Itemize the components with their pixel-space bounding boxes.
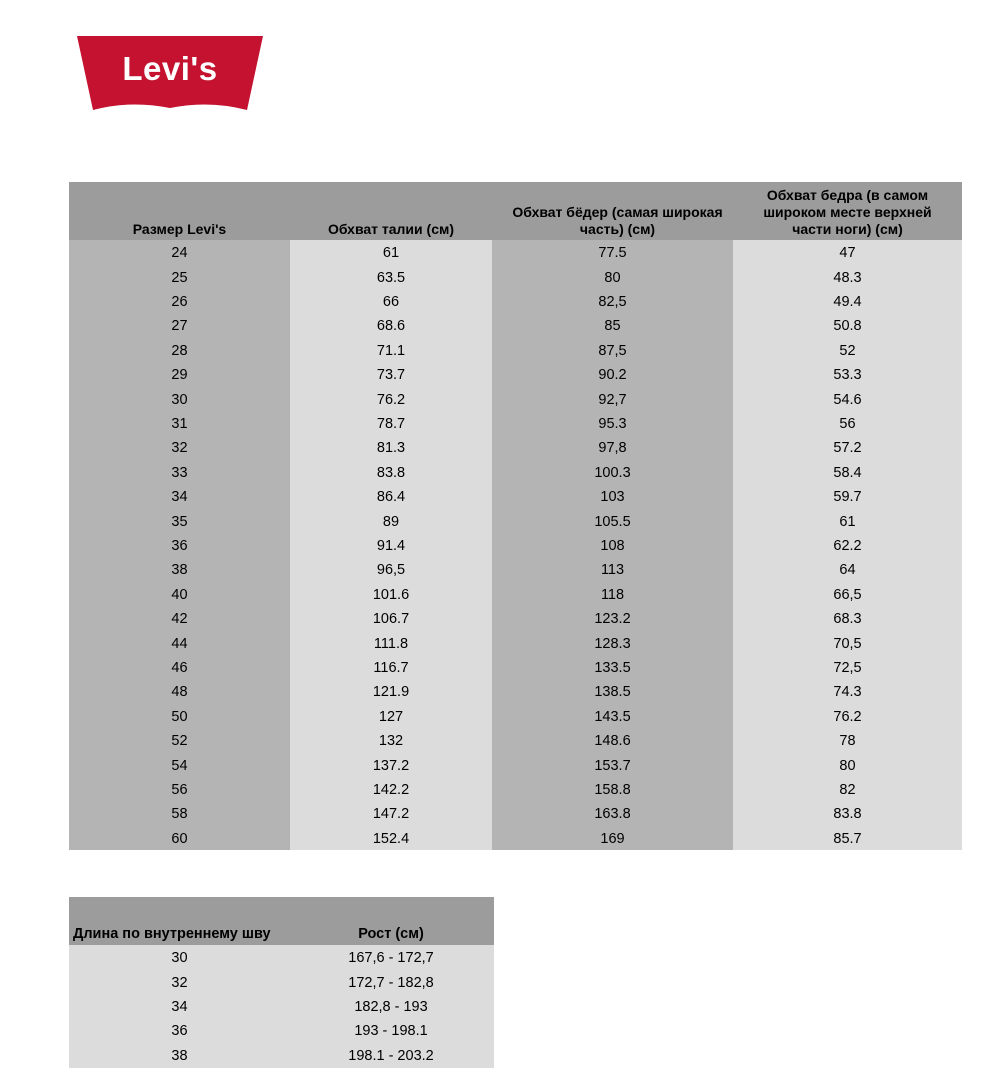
header-thigh: Обхват бедра (в самом широком месте верхней части ноги) (см) <box>763 187 932 237</box>
size-table-row <box>69 729 962 753</box>
size-cell: 42 <box>171 611 188 628</box>
thigh-cell: 66,5 <box>833 586 862 603</box>
size-cell: 52 <box>171 733 188 750</box>
size-cell: 28 <box>171 342 188 359</box>
inseam-table-row <box>69 995 494 1019</box>
waist-cell: 73.7 <box>376 367 406 384</box>
size-table-row <box>69 363 962 387</box>
waist-cell: 66 <box>382 293 400 310</box>
hips-cell: 85 <box>604 318 621 335</box>
height-cell: 193 - 198.1 <box>354 1023 428 1040</box>
inseam-table-row <box>69 1044 494 1068</box>
size-cell: 32 <box>171 440 188 457</box>
inseam-cell: 36 <box>171 1023 188 1040</box>
size-cell: 30 <box>171 391 188 408</box>
hips-cell: 87,5 <box>598 342 627 359</box>
hips-cell: 138.5 <box>594 684 631 701</box>
thigh-cell: 57.2 <box>833 440 862 457</box>
size-cell: 46 <box>171 659 188 676</box>
size-table-row <box>69 485 962 509</box>
hips-cell: 80 <box>604 269 621 286</box>
hips-cell: 82,5 <box>598 293 627 310</box>
thigh-cell: 50.8 <box>833 318 862 335</box>
hips-cell: 133.5 <box>594 659 631 676</box>
waist-cell: 152.4 <box>372 830 410 847</box>
size-cell: 29 <box>171 367 188 384</box>
inseam-table-header <box>69 897 494 945</box>
hips-cell: 153.7 <box>594 757 631 774</box>
waist-cell: 83.8 <box>376 464 406 481</box>
thigh-cell: 62.2 <box>833 537 862 554</box>
height-cell: 167,6 - 172,7 <box>348 950 434 967</box>
header-size: Размер Levi's <box>132 221 227 237</box>
thigh-cell: 85.7 <box>833 830 862 847</box>
hips-cell: 100.3 <box>594 464 631 481</box>
height-cell: 198.1 - 203.2 <box>348 1047 434 1064</box>
size-table-row <box>69 827 962 851</box>
size-cell: 33 <box>171 464 188 481</box>
size-table-row <box>69 436 962 460</box>
thigh-cell: 49.4 <box>833 293 862 310</box>
size-cell: 35 <box>171 513 188 530</box>
waist-cell: 106.7 <box>372 611 410 628</box>
thigh-cell: 74.3 <box>833 684 862 701</box>
hips-cell: 92,7 <box>598 391 627 408</box>
size-table-row <box>69 509 962 533</box>
size-cell: 24 <box>171 245 188 262</box>
height-cell: 172,7 - 182,8 <box>348 974 434 991</box>
size-cell: 44 <box>171 635 188 652</box>
hips-cell: 148.6 <box>594 733 631 750</box>
thigh-cell: 82 <box>839 781 856 798</box>
inseam-table-row <box>69 946 494 970</box>
waist-cell: 68.6 <box>376 318 406 335</box>
hips-cell: 118 <box>600 586 625 603</box>
size-table-row <box>69 339 962 363</box>
thigh-cell: 54.6 <box>833 391 862 408</box>
size-cell: 48 <box>171 684 188 701</box>
size-table-row <box>69 631 962 655</box>
waist-cell: 116.7 <box>373 659 409 676</box>
size-table-row <box>69 412 962 436</box>
size-table-row <box>69 583 962 607</box>
waist-cell: 63.5 <box>376 269 406 286</box>
hips-cell: 128.3 <box>594 635 631 652</box>
size-table-row <box>69 387 962 411</box>
size-table-row <box>69 314 962 338</box>
waist-cell: 111.8 <box>373 635 409 652</box>
waist-cell: 71.1 <box>376 342 406 359</box>
inseam-table <box>69 897 494 1068</box>
waist-cell: 61 <box>382 245 400 262</box>
inseam-table-row <box>69 970 494 994</box>
levis-logo <box>77 36 263 112</box>
thigh-cell: 52 <box>839 342 856 359</box>
thigh-cell: 64 <box>839 562 856 579</box>
size-table-row <box>69 607 962 631</box>
header-height: Рост (см) <box>358 926 424 942</box>
waist-cell: 132 <box>378 733 404 750</box>
waist-cell: 86.4 <box>376 489 406 506</box>
size-table-row <box>69 290 962 314</box>
waist-cell: 101.6 <box>372 586 410 603</box>
thigh-cell: 68.3 <box>833 611 862 628</box>
hips-cell: 97,8 <box>598 440 627 457</box>
logo-text: Levi's <box>122 50 218 87</box>
waist-cell: 89 <box>382 513 400 530</box>
size-cell: 25 <box>171 269 188 286</box>
size-table-row <box>69 778 962 802</box>
inseam-cell: 38 <box>171 1047 188 1064</box>
size-table <box>69 182 962 850</box>
size-cell: 56 <box>171 781 188 798</box>
thigh-cell: 78 <box>839 733 856 750</box>
size-cell: 60 <box>171 830 188 847</box>
size-cell: 58 <box>171 806 188 823</box>
thigh-cell: 72,5 <box>833 659 862 676</box>
size-table-row <box>69 705 962 729</box>
thigh-cell: 61 <box>839 513 856 530</box>
header-inseam: Длина по внутреннему шву <box>73 926 271 942</box>
thigh-cell: 80 <box>839 757 856 774</box>
thigh-cell: 76.2 <box>833 708 862 725</box>
waist-cell: 78.7 <box>376 415 406 432</box>
hips-cell: 103 <box>600 489 625 506</box>
size-cell: 31 <box>171 415 188 432</box>
waist-cell: 81.3 <box>376 440 406 457</box>
hips-cell: 158.8 <box>594 781 631 798</box>
waist-cell: 142.2 <box>372 781 410 798</box>
size-table-row <box>69 802 962 826</box>
header-waist: Обхват талии (см) <box>327 221 455 237</box>
size-cell: 36 <box>171 537 188 554</box>
size-cell: 50 <box>171 708 188 725</box>
size-cell: 34 <box>171 489 188 506</box>
hips-cell: 113 <box>600 562 625 579</box>
waist-cell: 121.9 <box>372 684 410 701</box>
size-table-row <box>69 558 962 582</box>
thigh-cell: 58.4 <box>833 464 862 481</box>
waist-cell: 76.2 <box>376 391 406 408</box>
size-table-row <box>69 461 962 485</box>
waist-cell: 96,5 <box>376 562 406 579</box>
size-table-row <box>69 656 962 680</box>
hips-cell: 90.2 <box>598 367 627 384</box>
hips-cell: 95.3 <box>598 415 627 432</box>
inseam-cell: 30 <box>171 950 188 967</box>
size-cell: 38 <box>171 562 188 579</box>
size-table-row <box>69 534 962 558</box>
size-table-header <box>69 182 962 240</box>
inseam-cell: 34 <box>171 998 188 1015</box>
waist-cell: 137.2 <box>372 757 410 774</box>
hips-cell: 108 <box>600 537 625 554</box>
size-table-row <box>69 241 962 265</box>
size-table-row <box>69 680 962 704</box>
thigh-cell: 53.3 <box>833 367 862 384</box>
size-cell: 40 <box>171 586 188 603</box>
hips-cell: 169 <box>600 830 625 847</box>
thigh-cell: 59.7 <box>833 489 862 506</box>
inseam-table-row <box>69 1019 494 1043</box>
thigh-cell: 47 <box>839 245 856 262</box>
thigh-cell: 56 <box>839 415 856 432</box>
size-table-row <box>69 265 962 289</box>
hips-cell: 77.5 <box>598 245 627 262</box>
height-cell: 182,8 - 193 <box>354 998 428 1015</box>
hips-cell: 105.5 <box>594 513 631 530</box>
size-cell: 26 <box>171 293 188 310</box>
inseam-cell: 32 <box>171 974 188 991</box>
size-cell: 54 <box>171 757 188 774</box>
waist-cell: 91.4 <box>376 537 406 554</box>
hips-cell: 123.2 <box>594 611 631 628</box>
thigh-cell: 48.3 <box>833 269 862 286</box>
waist-cell: 127 <box>378 708 404 725</box>
size-table-row <box>69 753 962 777</box>
hips-cell: 163.8 <box>594 806 631 823</box>
hips-cell: 143.5 <box>594 708 631 725</box>
waist-cell: 147.2 <box>372 806 410 823</box>
thigh-cell: 83.8 <box>833 806 862 823</box>
thigh-cell: 70,5 <box>833 635 862 652</box>
header-hips: Обхват бёдер (самая широкая часть) (см) <box>512 204 723 237</box>
size-cell: 27 <box>171 318 188 335</box>
